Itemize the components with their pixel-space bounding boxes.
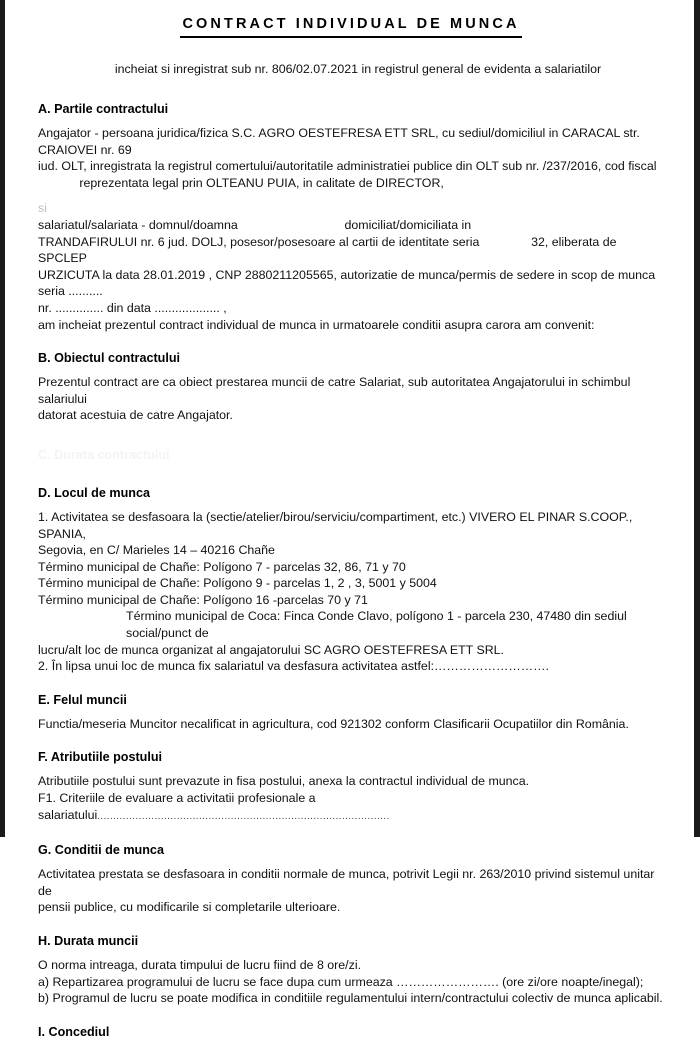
section-heading-b: B. Obiectul contractului [38, 351, 181, 366]
section-a-line-4 [38, 217, 664, 234]
page-title [38, 10, 664, 38]
section-d-line-4: Término municipal de Chañe: Polígono 9 - parcelas 1, 2 , 3, 5001 y 5004 [38, 576, 437, 591]
document-body [5, 0, 694, 1039]
section-a-line-6: URZICUTA la data 28.01.2019 , CNP 2880211205565, autorizatie de munca/permis de sedere in scop de munca seria .......... [38, 267, 656, 299]
section-d-line-3: Término municipal de Chañe: Polígono 7 - parcelas 32, 86, 71 y 70 [38, 559, 406, 574]
page-title-text: CONTRACT INDIVIDUAL DE MUNCA [182, 16, 520, 32]
section-d-line-2: Segovia, en C/ Marieles 14 – 40216 Chañe [38, 543, 275, 558]
scan-edge-left [0, 0, 5, 837]
page-title-underline [180, 10, 521, 38]
section-g-body [38, 866, 664, 916]
section-a-conjunction [38, 200, 664, 217]
section-b-body [38, 374, 664, 424]
section-a-line-5 [38, 234, 664, 267]
registration-line: incheiat si inregistrat sub nr. 806/02.07.2021 in registrul general de evidenta a salariatilor [114, 62, 602, 76]
section-a-line-3 [38, 175, 664, 192]
section-a-line-4-a: salariatul/salariata - domnul/doamna [38, 217, 242, 232]
section-a-line-3-text: reprezentata legal prin OLTEANU PUIA, in calitate de DIRECTOR, [79, 175, 444, 190]
section-a-line-1: Angajator - persoana juridica/fizica S.C. AGRO OESTEFRESA ETT SRL, cu sediul/domiciliul in CARACAL str. CRAIOVEI nr. 69 [38, 126, 640, 157]
section-e-body [38, 716, 664, 733]
redacted-fiscal-code [38, 176, 79, 190]
section-f-line-2-text: F1. Criteriile de evaluare a activitatii profesionale a salariatului [38, 791, 316, 822]
section-g-line-1: Activitatea prestata se desfasoara in conditii normale de munca, potrivit Legii nr. 263/2010 privind sistemul unitar de [38, 867, 655, 898]
section-a-line-5-a: TRANDAFIRULUI nr. 6 jud. DOLJ, posesor/posesoare al cartii de identitate seria [38, 234, 483, 249]
redacted-id-series [483, 235, 531, 249]
section-heading-g: G. Conditii de munca [38, 843, 164, 858]
section-heading-e: E. Felul muncii [38, 692, 127, 707]
scan-edge-right [694, 0, 700, 837]
section-d-line-7: lucru/alt loc de munca organizat al angajatorului SC AGRO OESTEFRESA ETT SRL. [38, 642, 505, 657]
section-heading-c: C. Durata contractului [38, 447, 170, 462]
section-a-line-2: iud. OLT, inregistrata la registrul comertului/autoritatile administratiei publice din OLT sub nr. /237/2016, cod fiscal [38, 159, 657, 174]
section-e-line-1: Functia/meseria Muncitor necalificat in agricultura, cod 921302 conform Clasificarii Ocupatiilor din România. [38, 716, 629, 731]
section-a-line-8: am incheiat prezentul contract individual de munca in urmatoarele conditii asupra carora am convenit: [38, 317, 595, 332]
section-a-line-4-b: domiciliat/domiciliata in [344, 217, 472, 232]
section-heading-a: A. Partile contractului [38, 102, 169, 116]
section-d-body [38, 509, 664, 675]
section-a-si: si [38, 201, 47, 216]
section-f-line-2 [38, 790, 664, 825]
section-d-line-6: Término municipal de Coca: Finca Conde Clavo, polígono 1 - parcela 230, 47480 din sediul social/punct de [126, 609, 627, 641]
section-d-line-1: 1. Activitatea se desfasoara la (sectie/atelier/birou/serviciu/compartiment, etc.) VIVERO EL PINAR S.COOP., SPANIA, [38, 509, 633, 541]
section-h-line-2: a) Repartizarea programului de lucru se face dupa cum urmeaza ……………………. (ore zi/ore noapte/inegal); [38, 974, 644, 989]
section-f-body [38, 773, 664, 825]
section-heading-d: D. Locul de munca [38, 485, 150, 500]
section-d-line-8: 2. În lipsa unui loc de munca fix salariatul va desfasura activitatea astfel:………………………. [38, 659, 549, 674]
paper-sheet [5, 0, 694, 1039]
section-a-body [38, 125, 664, 191]
section-f-line-1: Atributiile postului sunt prevazute in fisa postului, anexa la contractul individual de munca. [38, 774, 530, 789]
section-g-line-2: pensii publice, cu modificarile si completarile ulterioare. [38, 900, 341, 915]
redacted-employee-name [241, 218, 344, 232]
section-d-line-5: Término municipal de Chañe: Polígono 16 -parcelas 70 y 71 [38, 592, 368, 607]
redacted-employee-address [471, 218, 609, 232]
section-h-line-3: b) Programul de lucru se poate modifica in conditiile regulamentului intern/contractului colectiv de munca aplicabil. [38, 991, 663, 1006]
section-heading-f: F. Atributiile postului [38, 750, 163, 765]
section-a-employee [38, 217, 664, 333]
section-heading-h: H. Durata muncii [38, 934, 139, 948]
section-a-line-7: nr. .............. din data ................... , [38, 300, 227, 315]
section-heading-i: I. Concediul [38, 1024, 110, 1039]
section-h-body [38, 957, 664, 1007]
section-a-line-5-b: 32, eliberata de SPCLEP [38, 234, 617, 266]
section-b-line-1: Prezentul contract are ca obiect prestarea muncii de catre Salariat, sub autoritatea Angajatorului in schimbul salariului [38, 375, 631, 406]
section-b-line-2: datorat acestuia de catre Angajator. [38, 408, 233, 423]
section-h-line-1: O norma intreaga, durata timpului de lucru fiind de 8 ore/zi. [38, 958, 362, 972]
section-f-dotted-fill: ............................................................................................ [97, 810, 390, 822]
